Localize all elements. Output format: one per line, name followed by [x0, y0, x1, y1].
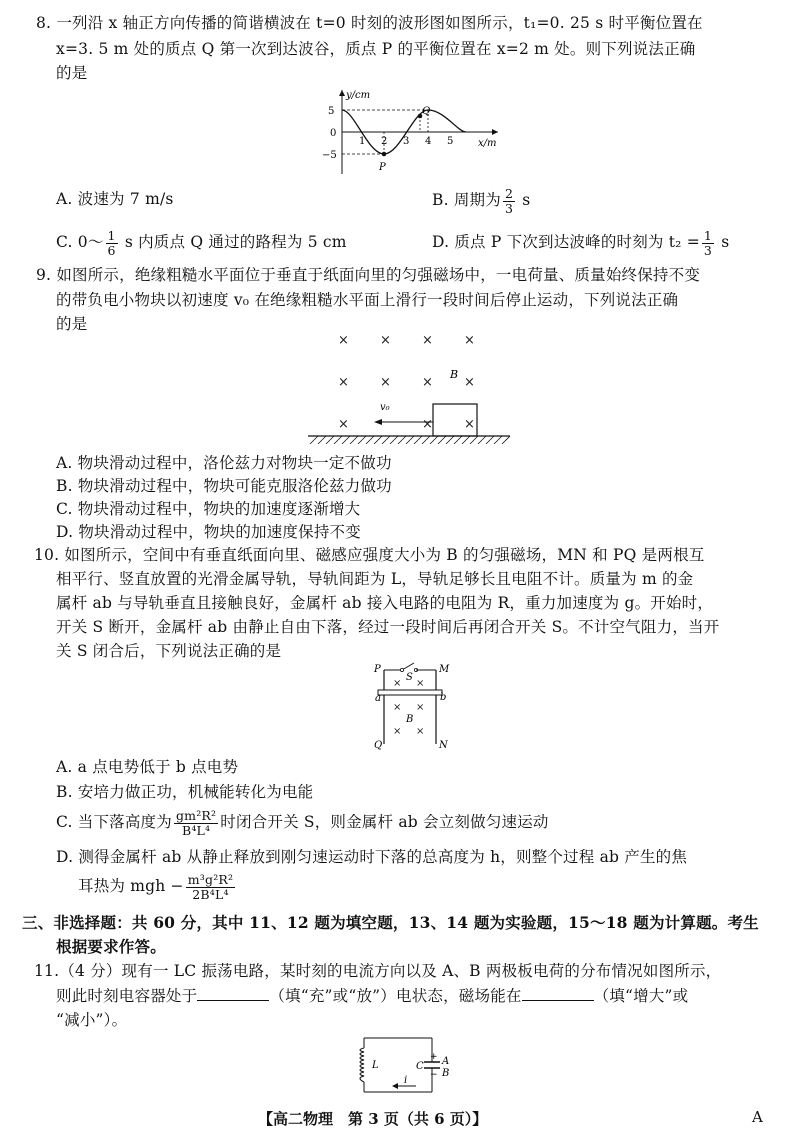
label-a: A	[442, 1056, 450, 1067]
point-p-marker	[382, 152, 387, 157]
q9-line1: 9. 如图所示，绝缘粗糙水平面位于垂直于纸面向里的匀强磁场中，一电荷量、质量始终保持不变	[36, 266, 701, 284]
answer-blank-2[interactable]	[522, 986, 594, 1001]
q10-option-c-fraction: $\frac{\text{gm²R²}}{\text{B⁴L⁴}}$	[175, 807, 217, 838]
svg-text:×: ×	[338, 375, 349, 390]
label-m: M	[439, 664, 450, 675]
label-b: b	[440, 692, 447, 703]
q9-line2: 的带负电小物块以初速度 v₀ 在绝缘粗糙水平面上滑行一段时间后停止运动，下列说法正确	[56, 291, 679, 309]
q10-option-b: B. 安培力做正功，机械能转化为电能	[56, 783, 314, 801]
q11-lc-circuit-figure	[344, 1034, 464, 1096]
q9-option-c: C. 物块滑动过程中，物块的加速度逐渐增大	[56, 500, 361, 518]
q9-line3: 的是	[56, 315, 88, 333]
q8-wave-graph	[318, 86, 508, 176]
current-arrow	[392, 1083, 398, 1089]
y-axis-label: y/cm	[346, 90, 371, 101]
label-b: B	[442, 1068, 450, 1079]
q8-option-d-text: D. 质点 P 下次到达波峰的时刻为 t₂ =	[432, 233, 700, 251]
svg-text:×: ×	[416, 702, 425, 713]
q10-line4: 开关 S 断开，金属杆 ab 由静止自由下落，经过一段时间后再闭合开关 S。不计空气阻力，当开	[56, 618, 720, 636]
svg-text:×: ×	[380, 375, 391, 390]
svg-text:×: ×	[393, 726, 402, 737]
svg-text:×: ×	[393, 678, 402, 689]
x-tick-5: 5	[447, 136, 454, 147]
q8-option-d-fraction: $\frac{1}{3}$	[703, 227, 713, 258]
label-n: N	[439, 740, 448, 751]
label-i: i	[404, 1075, 408, 1086]
q9-option-b: B. 物块滑动过程中，物块可能克服洛伦兹力做功	[56, 477, 392, 495]
svg-text:×: ×	[416, 726, 425, 737]
q8-option-b-fraction: $\frac{2}{3}$	[504, 185, 514, 216]
footer-page-info: 【高二物理 第 3 页（共 6 页）】	[258, 1110, 488, 1128]
switch-s	[402, 663, 414, 670]
footer-version: A	[752, 1108, 763, 1126]
q9-option-a: A. 物块滑动过程中，洛伦兹力对物块一定不做功	[56, 454, 392, 472]
point-p-label: P	[379, 162, 386, 173]
plus-sign: +	[430, 1052, 438, 1062]
q9-magnetic-field-figure	[300, 328, 520, 450]
svg-text:×: ×	[338, 333, 349, 348]
svg-text:×: ×	[464, 375, 475, 390]
label-s: S	[406, 672, 413, 683]
q10-line2: 相平行、竖直放置的光滑金属导轨，导轨间距为 L，导轨足够长且电阻不计。质量为 m 的金	[56, 570, 694, 588]
q8-line2: x=3. 5 m 处的质点 Q 第一次到达波谷，质点 P 的平衡位置在 x=2 m 处。则下列说法正确	[56, 40, 696, 58]
svg-text:×: ×	[464, 333, 475, 348]
minus-sign: −	[430, 1070, 438, 1080]
field-b-label: B	[450, 368, 459, 381]
x-tick-2: 2	[381, 136, 388, 147]
q8-option-c: C. 0～ $\frac{1}{6}$ s 内质点 Q 通过的路程为 5 cm	[56, 227, 347, 258]
q8-option-c-text: C. 0～	[56, 233, 104, 251]
svg-text:×: ×	[422, 417, 433, 432]
label-q: Q	[374, 740, 383, 751]
q10-line1: 10. 如图所示，空间中有垂直纸面向里、磁感应强度大小为 B 的匀强磁场，MN 和 PQ 是两根互	[34, 546, 705, 564]
q10-line3: 属杆 ab 与导轨垂直且接触良好，金属杆 ab 接入电路的电阻为 R，重力加速度为 g。开始时，	[56, 594, 714, 612]
velocity-arrow	[374, 419, 382, 425]
y-tick-neg5: −5	[322, 150, 337, 161]
q10-option-d-line1: D. 测得金属杆 ab 从静止释放到刚匀速运动时下落的总高度为 h，则整个过程 ab 产生的焦	[56, 848, 688, 866]
rod-ab	[378, 690, 442, 695]
x-tick-3: 3	[403, 136, 410, 147]
q10-rail-circuit-figure	[366, 660, 466, 752]
section3-line2: 根据要求作答。	[56, 937, 166, 956]
x-axis-label: x/m	[478, 138, 497, 149]
q10-option-d-text: 耳热为 mgh −	[78, 877, 184, 895]
q11-line3: “减小”）。	[56, 1011, 128, 1029]
y-tick-0: 0	[330, 128, 337, 139]
q10-option-d-fraction: $\frac{\text{m³g²R²}}{\text{2B⁴L⁴}}$	[187, 871, 234, 902]
q8-option-a: A. 波速为 7 m/s	[56, 190, 174, 208]
q10-line5: 关 S 闭合后，下列说法正确的是	[56, 642, 282, 660]
inductor-coil	[360, 1048, 364, 1082]
q11-line2: 则此时刻电容器处于 （填“充”或“放”）电状态，磁场能在 （填“增大”或	[56, 987, 689, 1005]
q9-option-d: D. 物块滑动过程中，物块的加速度保持不变	[56, 523, 361, 541]
q10-option-a: A. a 点电势低于 b 点电势	[56, 758, 239, 776]
q8-line3: 的是	[56, 64, 88, 82]
q8-option-b-text: B. 周期为	[432, 191, 501, 209]
svg-text:×: ×	[416, 678, 425, 689]
svg-text:×: ×	[338, 417, 349, 432]
label-p: P	[374, 664, 381, 675]
svg-text:×: ×	[393, 702, 402, 713]
y-tick-5: 5	[328, 106, 335, 117]
q8-line1: 8. 一列沿 x 轴正方向传播的简谐横波在 t=0 时刻的波形图如图所示，t₁=0. 25 s 时平衡位置在	[36, 14, 703, 32]
x-tick-1: 1	[359, 136, 366, 147]
v0-label: v₀	[380, 402, 390, 413]
q11-line1: 11.（4 分）现有一 LC 振荡电路，某时刻的电流方向以及 A、B 两极板电荷的分布情况如图所示，	[34, 962, 722, 980]
answer-blank-1[interactable]	[197, 986, 269, 1001]
point-q-label: Q	[422, 106, 431, 117]
q10-option-d-line2	[78, 866, 237, 906]
svg-text:×: ×	[464, 417, 475, 432]
svg-text:×: ×	[380, 333, 391, 348]
label-c: C	[416, 1061, 424, 1072]
svg-text:×: ×	[422, 375, 433, 390]
x-tick-4: 4	[425, 136, 432, 147]
section3-line1: 三、非选择题：共 60 分，其中 11、12 题为填空题，13、14 题为实验题，15～18 题为计算题。考生	[22, 913, 759, 932]
label-l: L	[372, 1060, 379, 1071]
q8-option-b: B. 周期为 $\frac{2}{3}$ s	[432, 185, 531, 216]
q10-option-c-text: C. 当下落高度为	[56, 813, 172, 831]
q8-option-c-fraction: $\frac{1}{6}$	[107, 227, 116, 258]
q10-option-c: C. 当下落高度为 $\frac{\text{gm²R²}}{\text{B⁴L⁴}}$ 时闭合开关 S，则金属杆 ab 会立刻做匀速运动	[56, 807, 549, 838]
svg-text:×: ×	[422, 333, 433, 348]
q8-option-d: D. 质点 P 下次到达波峰的时刻为 t₂ = $\frac{1}{3}$ s	[432, 227, 730, 258]
label-a: a	[375, 693, 381, 704]
label-field-b: B	[406, 714, 414, 725]
